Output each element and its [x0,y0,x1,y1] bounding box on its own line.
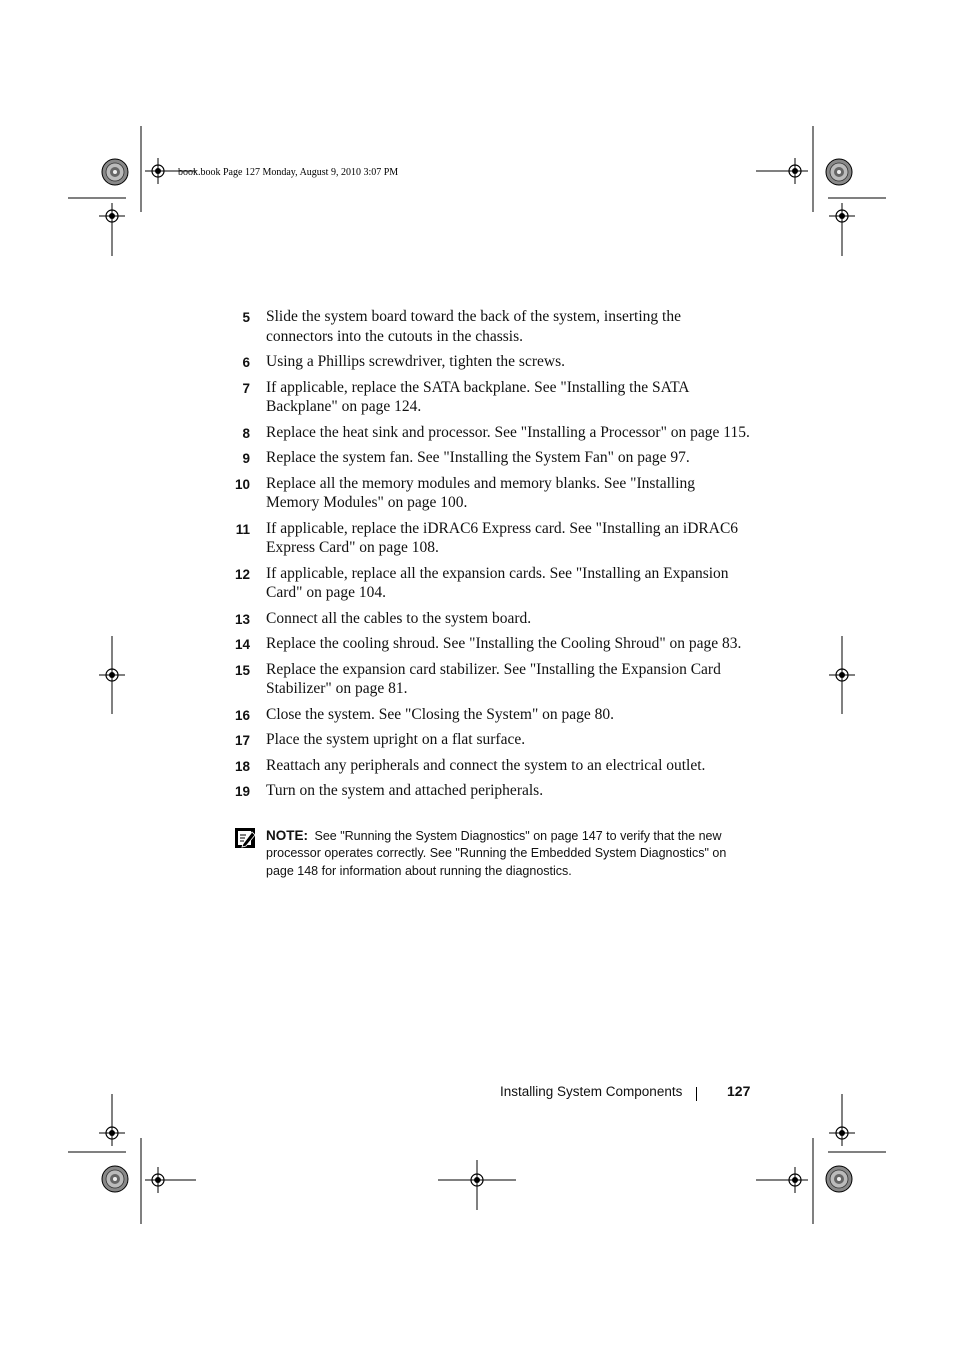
step-item [230,378,750,417]
step-text: Slide the system board toward the back of the system, inserting the connectors into the cutouts in the chassis. [266,308,681,345]
registration-crosshair-icon [782,1167,808,1193]
footer-divider [696,1087,697,1101]
registration-crosshair-icon [829,203,855,229]
step-item [230,705,750,725]
step-text: If applicable, replace the SATA backplane. See "Installing the SATA Backplane" on page 124. [266,378,689,415]
step-number: 15 [234,662,250,678]
step-item [230,660,750,699]
note-text: See "Running the System Diagnostics" on page 147 to verify that the new processor operates correctly. See "Running the Embedded System Diagnostics" on page 148 for information about running the diagnostics. [266,829,727,878]
registration-crosshair-icon [99,203,125,229]
step-item [230,730,750,750]
step-text: Reattach any peripherals and connect the system to an electrical outlet. [266,756,706,774]
step-text: Replace all the memory modules and memory blanks. See "Installing Memory Modules" on page 100. [266,474,696,511]
step-number: 7 [242,380,250,396]
step-number: 5 [242,310,250,325]
step-text: If applicable, replace all the expansion cards. See "Installing an Expansion Card" on page 104. [266,564,729,601]
step-item [230,423,750,443]
step-number: 11 [235,521,250,537]
step-number: 9 [242,451,250,466]
registration-crosshair-icon [829,1120,855,1146]
registration-crosshair-icon [145,1167,171,1193]
step-number: 10 [234,476,250,492]
note-pencil-icon [234,827,256,849]
registration-crosshair-icon [145,158,171,184]
step-text: If applicable, replace the iDRAC6 Express card. See "Installing an iDRAC6 Express Card" on page 108. [266,519,739,556]
step-item [230,307,750,346]
registration-crosshair-icon [99,662,125,688]
step-number: 18 [234,758,250,774]
registration-crosshair-icon [782,158,808,184]
step-item [230,609,750,629]
step-text: Using a Phillips screwdriver, tighten the screws. [266,353,565,370]
step-text: Replace the system fan. See "Installing the System Fan" on page 97. [266,449,690,466]
registration-rosette-icon [826,159,852,185]
note-callout [234,827,754,880]
step-number: 14 [234,637,250,652]
step-text: Close the system. See "Closing the System" on page 80. [266,705,615,723]
registration-crosshair-icon [99,1120,125,1146]
step-item [230,519,750,558]
step-text: Turn on the system and attached peripherals. [266,782,544,799]
step-item [230,448,750,468]
registration-crosshair-icon [464,1167,490,1193]
registration-crosshair-icon [829,662,855,688]
footer-section-title: Installing System Components [500,1084,683,1099]
step-item [230,781,750,801]
registration-rosette-icon [826,1166,852,1192]
step-item [230,474,750,513]
note-label: NOTE: [266,828,308,843]
print-header-stamp: book.book Page 127 Monday, August 9, 2010 3:07 PM [178,167,399,178]
footer-page-number: 127 [727,1083,751,1099]
step-number: 6 [242,355,250,370]
step-text: Place the system upright on a flat surface. [266,731,526,748]
step-number: 16 [234,707,250,723]
step-item [230,756,750,776]
procedure-steps [230,307,750,807]
step-number: 12 [234,566,250,582]
note-body [266,827,754,880]
step-text: Replace the heat sink and processor. See "Installing a Processor" on page 115. [266,423,750,441]
step-item [230,634,750,654]
step-text: Replace the expansion card stabilizer. See "Installing the Expansion Card Stabilizer" on page 81. [266,660,721,697]
step-text: Connect all the cables to the system board. [266,609,532,627]
step-text: Replace the cooling shroud. See "Installing the Cooling Shroud" on page 83. [266,635,742,652]
step-number: 8 [242,425,250,441]
registration-rosette-icon [102,159,128,185]
step-number: 17 [234,733,250,748]
registration-rosette-icon [102,1166,128,1192]
step-item [230,352,750,372]
step-number: 13 [234,611,250,627]
step-item [230,564,750,603]
step-number: 19 [234,784,250,799]
